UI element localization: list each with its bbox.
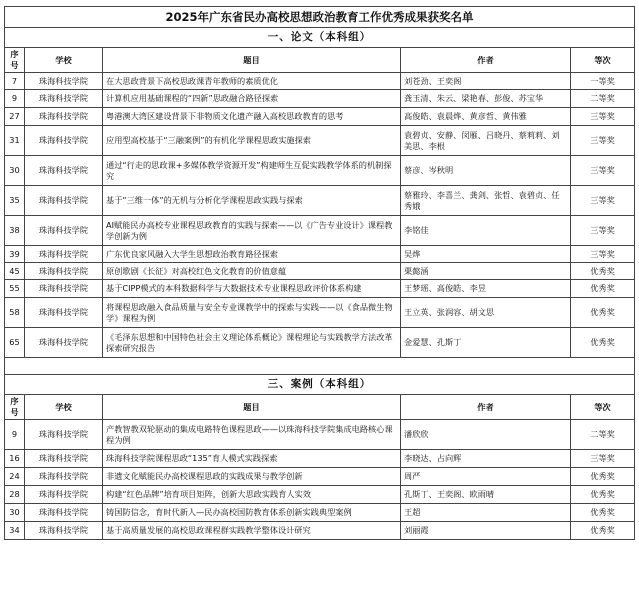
table-row	[5, 522, 635, 540]
cell-school: 珠海科技学院	[25, 298, 103, 328]
cell-author: 袁碧贞、安静、闵雁、吕晓丹、蔡莉莉、刘美思、李根	[401, 126, 571, 156]
cell-author: 高俊皓、袁晨烨、黄彦哲、黄伟雅	[401, 108, 571, 126]
cell-grade: 三等奖	[571, 126, 635, 156]
cell-grade: 优秀奖	[571, 298, 635, 328]
cell-no: 9	[5, 90, 25, 108]
cell-school: 珠海科技学院	[25, 420, 103, 450]
cell-topic: 将课程思政融入食品质量与安全专业课教学中的探索与实践——以《食品微生物学》课程为例	[103, 298, 401, 328]
table-row	[5, 186, 635, 216]
header-grade: 等次	[571, 395, 635, 420]
cell-topic: 通过“行走的思政课+多媒体教学资源开发”构建师生互促实践教学体系的机制探究	[103, 156, 401, 186]
cell-school: 珠海科技学院	[25, 263, 103, 280]
award-table	[4, 6, 635, 540]
cell-no: 16	[5, 450, 25, 468]
cell-topic: 铸国防信念，育时代新人—民办高校国防教育体系创新实践典型案例	[103, 504, 401, 522]
column-header-row	[5, 395, 635, 420]
cell-no: 45	[5, 263, 25, 280]
header-topic: 题目	[103, 395, 401, 420]
cell-grade: 三等奖	[571, 108, 635, 126]
cell-grade: 优秀奖	[571, 522, 635, 540]
header-no: 序号	[5, 48, 25, 73]
cell-topic: 《毛泽东思想和中国特色社会主义理论体系概论》课程理论与实践教学方法改革探索研究报告	[103, 328, 401, 358]
cell-author: 蔡彦、岑秋明	[401, 156, 571, 186]
cell-grade: 二等奖	[571, 90, 635, 108]
cell-school: 珠海科技学院	[25, 522, 103, 540]
table-row	[5, 450, 635, 468]
cell-grade: 三等奖	[571, 216, 635, 246]
cell-author: 王梦瑶、高俊皓、李昱	[401, 280, 571, 298]
cell-no: 9	[5, 420, 25, 450]
award-list-document	[4, 6, 634, 540]
cell-no: 58	[5, 298, 25, 328]
table-row	[5, 263, 635, 280]
cell-school: 珠海科技学院	[25, 504, 103, 522]
cell-no: 7	[5, 73, 25, 90]
cell-no: 35	[5, 186, 25, 216]
cell-grade: 三等奖	[571, 156, 635, 186]
table-row	[5, 486, 635, 504]
cell-grade: 优秀奖	[571, 263, 635, 280]
cell-author: 栗懿涵	[401, 263, 571, 280]
cell-topic: AI赋能民办高校专业课程思政教育的实践与探索——以《广告专业设计》课程教学创新为例	[103, 216, 401, 246]
cell-no: 38	[5, 216, 25, 246]
cell-author: 刘苍劲、王奕阁	[401, 73, 571, 90]
table-row	[5, 90, 635, 108]
cell-topic: 产教智教双轮驱动的集成电路特色课程思政——以珠海科技学院集成电路核心课程为例	[103, 420, 401, 450]
cell-no: 31	[5, 126, 25, 156]
cell-no: 24	[5, 468, 25, 486]
cell-author: 王超	[401, 504, 571, 522]
cell-no: 28	[5, 486, 25, 504]
section-heading: 一、论文（本科组）	[5, 28, 635, 48]
table-row	[5, 126, 635, 156]
cell-no: 30	[5, 156, 25, 186]
cell-grade: 三等奖	[571, 186, 635, 216]
section-heading-row	[5, 375, 635, 395]
cell-grade: 一等奖	[571, 73, 635, 90]
cell-school: 珠海科技学院	[25, 126, 103, 156]
document-title: 2025年广东省民办高校思想政治教育工作优秀成果获奖名单	[5, 7, 635, 28]
cell-school: 珠海科技学院	[25, 90, 103, 108]
header-topic: 题目	[103, 48, 401, 73]
column-header-row	[5, 48, 635, 73]
table-row	[5, 216, 635, 246]
cell-grade: 优秀奖	[571, 328, 635, 358]
cell-school: 珠海科技学院	[25, 216, 103, 246]
cell-grade: 优秀奖	[571, 468, 635, 486]
table-row	[5, 156, 635, 186]
header-school: 学校	[25, 48, 103, 73]
cell-topic: 珠海科技学院课程思政“135”育人模式实践探索	[103, 450, 401, 468]
cell-school: 珠海科技学院	[25, 73, 103, 90]
cell-author: 蔡雅玲、李喜兰、龚剑、张哲、袁碧贞、任秀娥	[401, 186, 571, 216]
table-row	[5, 504, 635, 522]
header-author: 作者	[401, 395, 571, 420]
cell-no: 55	[5, 280, 25, 298]
cell-school: 珠海科技学院	[25, 450, 103, 468]
cell-school: 珠海科技学院	[25, 468, 103, 486]
cell-topic: 基于“三维一体”的无机与分析化学课程思政实践与探索	[103, 186, 401, 216]
cell-topic: 应用型高校基于“三融案例”的有机化学课程思政实施探索	[103, 126, 401, 156]
cell-school: 珠海科技学院	[25, 246, 103, 263]
cell-author: 孔斯丁、王奕阁、欧雨晴	[401, 486, 571, 504]
cell-grade: 二等奖	[571, 420, 635, 450]
table-row	[5, 73, 635, 90]
cell-grade: 优秀奖	[571, 504, 635, 522]
table-row	[5, 108, 635, 126]
cell-topic: 计算机应用基础课程的“四新”思政融合路径探索	[103, 90, 401, 108]
cell-grade: 三等奖	[571, 246, 635, 263]
cell-author: 龚玉清、朱云、梁艳春、彭俊、苏宝华	[401, 90, 571, 108]
cell-topic: 非遗文化赋能民办高校课程思政的实践成果与教学创新	[103, 468, 401, 486]
table-row	[5, 298, 635, 328]
cell-grade: 优秀奖	[571, 486, 635, 504]
cell-topic: 粤港澳大湾区建设背景下非物质文化遗产融入高校思政教育的思考	[103, 108, 401, 126]
cell-grade: 优秀奖	[571, 280, 635, 298]
cell-school: 珠海科技学院	[25, 156, 103, 186]
section-gap-cell	[5, 358, 635, 375]
cell-no: 65	[5, 328, 25, 358]
cell-no: 34	[5, 522, 25, 540]
cell-school: 珠海科技学院	[25, 328, 103, 358]
header-grade: 等次	[571, 48, 635, 73]
cell-author: 李晓达、占向辉	[401, 450, 571, 468]
table-row	[5, 420, 635, 450]
cell-author: 李铭佳	[401, 216, 571, 246]
cell-author: 刘丽霞	[401, 522, 571, 540]
cell-school: 珠海科技学院	[25, 186, 103, 216]
cell-no: 30	[5, 504, 25, 522]
section-gap	[5, 358, 635, 375]
header-school: 学校	[25, 395, 103, 420]
cell-author: 周严	[401, 468, 571, 486]
cell-topic: 原创歌剧《长征》对高校红色文化教育的价值意蕴	[103, 263, 401, 280]
cell-author: 吴烨	[401, 246, 571, 263]
cell-topic: 广东优良家风融入大学生思想政治教育路径探索	[103, 246, 401, 263]
cell-no: 39	[5, 246, 25, 263]
cell-no: 27	[5, 108, 25, 126]
section-heading-row	[5, 28, 635, 48]
table-row	[5, 468, 635, 486]
section-heading: 三、案例（本科组）	[5, 375, 635, 395]
table-row	[5, 280, 635, 298]
cell-school: 珠海科技学院	[25, 108, 103, 126]
table-row	[5, 246, 635, 263]
cell-topic: 基于高质量发展的高校思政课程群实践教学整体设计研究	[103, 522, 401, 540]
cell-author: 王立英、张润容、胡文思	[401, 298, 571, 328]
cell-grade: 三等奖	[571, 450, 635, 468]
cell-author: 潘欣欣	[401, 420, 571, 450]
cell-school: 珠海科技学院	[25, 486, 103, 504]
table-row	[5, 328, 635, 358]
cell-author: 金爱慧、孔斯丁	[401, 328, 571, 358]
cell-topic: 构建“红色品牌”培育项目矩阵，创新大思政实践育人实效	[103, 486, 401, 504]
cell-topic: 在大思政背景下高校思政课青年教师的素质优化	[103, 73, 401, 90]
header-author: 作者	[401, 48, 571, 73]
header-no: 序号	[5, 395, 25, 420]
cell-topic: 基于CIPP模式的本科数据科学与大数据技术专业课程思政评价体系构建	[103, 280, 401, 298]
cell-school: 珠海科技学院	[25, 280, 103, 298]
